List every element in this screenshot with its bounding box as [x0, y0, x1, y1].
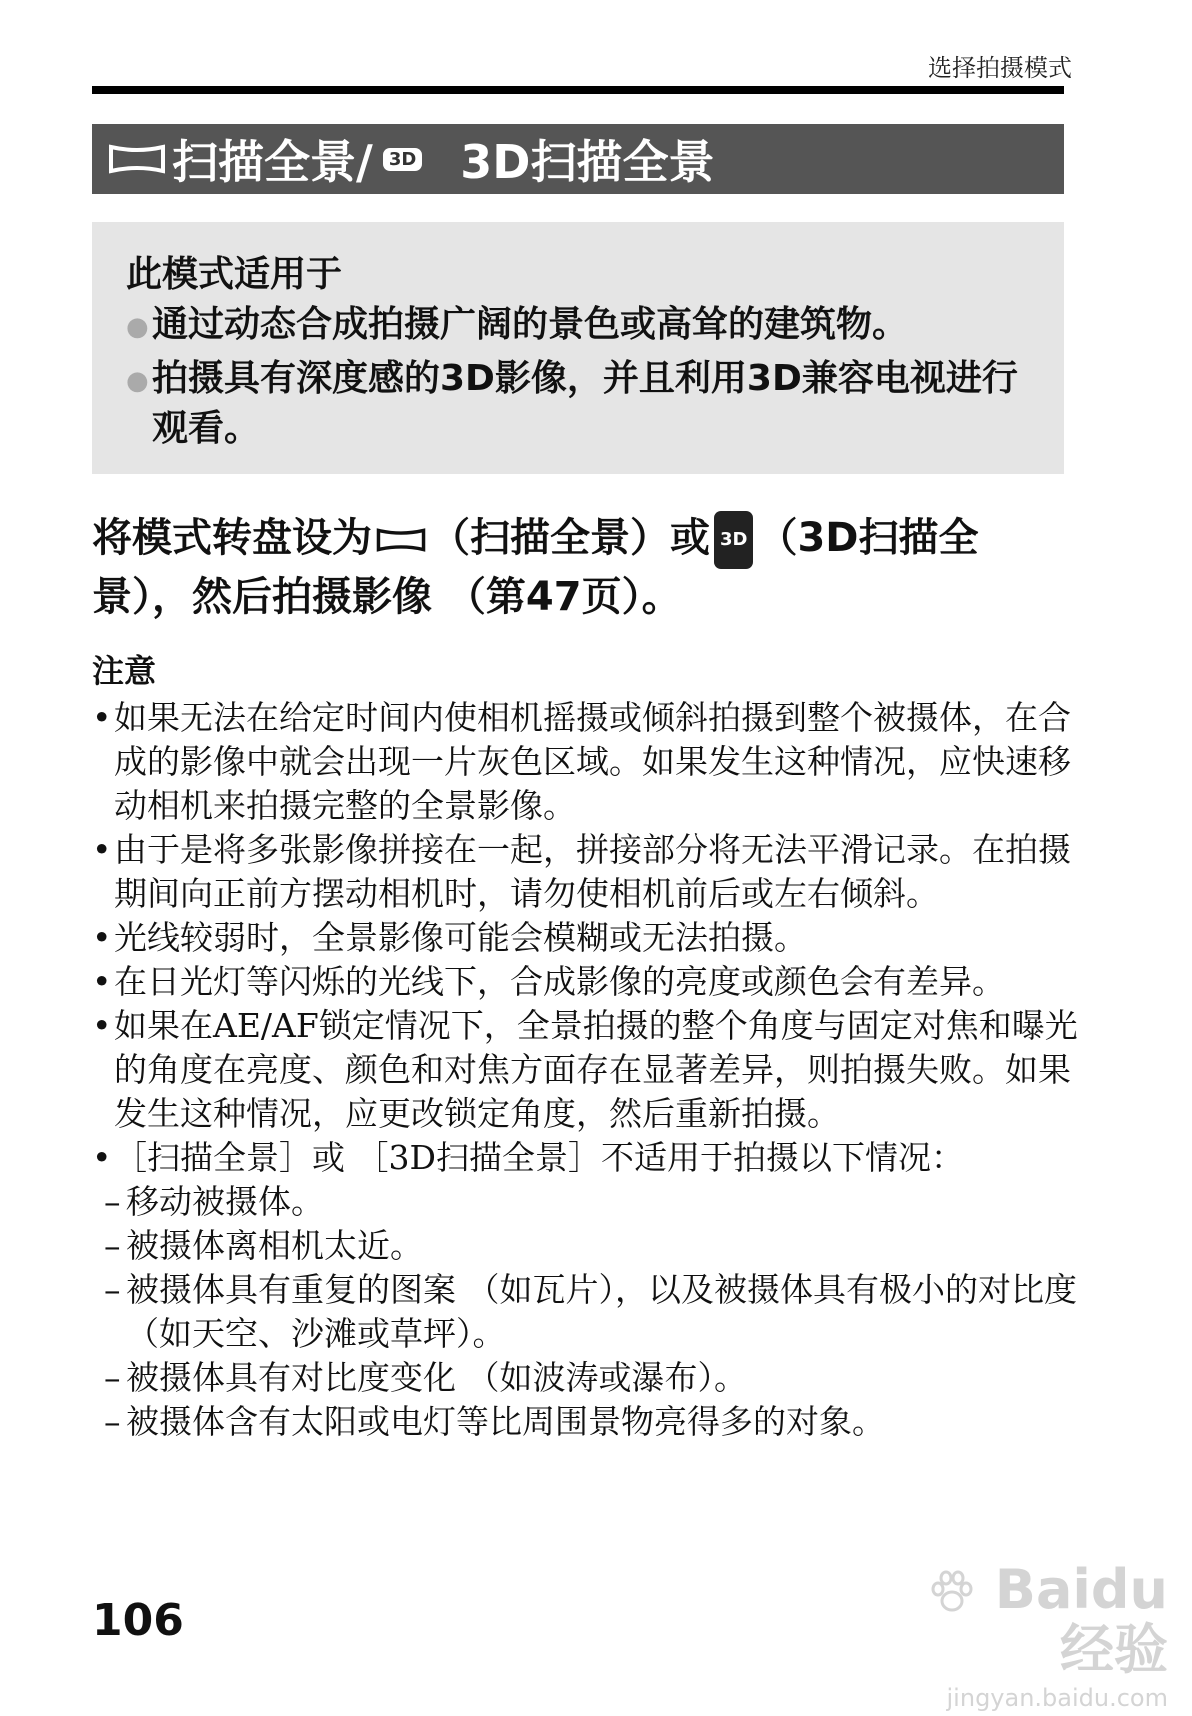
- notes-section: [92, 648, 1082, 1444]
- 3d-sweep-panorama-icon: 3D: [383, 148, 422, 171]
- applicable-heading: 此模式适用于: [126, 254, 343, 295]
- paw-icon: [928, 1569, 976, 1617]
- applicable-item-text: 通过动态合成拍摄广阔的景色或高耸的建筑物。: [152, 304, 909, 345]
- applicable-item: [126, 354, 1040, 454]
- note-sub-text: 被摄体离相机太近。: [126, 1226, 423, 1265]
- bullet-dot-icon: ●: [126, 366, 149, 396]
- note-sub-item: – 移动被摄体。: [92, 1180, 1082, 1224]
- note-text: 在日光灯等闪烁的光线下，合成影像的亮度或颜色会有差异。: [114, 962, 1005, 1001]
- notes-heading: 注意: [92, 652, 157, 690]
- instruction-text-3: （3D扫描全景），然后拍摄影像 （第47页）。: [92, 515, 979, 620]
- note-text: ［扫描全景］或 ［3D扫描全景］不适用于拍摄以下情况：: [114, 1138, 964, 1177]
- sweep-panorama-icon: [374, 527, 428, 553]
- applicable-item-text: 拍摄具有深度感的3D影像，并且利用3D兼容电视进行观看。: [152, 358, 1018, 449]
- note-sub-item: – 被摄体具有对比度变化 （如波涛或瀑布）。: [92, 1356, 1082, 1400]
- section-label: 选择拍摄模式: [928, 54, 1072, 82]
- note-text: 如果在AE/AF锁定情况下，全景拍摄的整个角度与固定对焦和曝光的角度在亮度、颜色和对焦方面存在显著差异，则拍摄失败。如果发生这种情况，应更改锁定角度，然后重新拍摄。: [114, 1006, 1078, 1133]
- note-sub-text: 被摄体具有重复的图案 （如瓦片），以及被摄体具有极小的对比度 （如天空、沙滩或草坪）。: [126, 1270, 1077, 1353]
- instruction-text-1: 将模式转盘设为: [92, 515, 372, 561]
- note-sub-text: 移动被摄体。: [126, 1182, 324, 1221]
- note-item: • 在日光灯等闪烁的光线下，合成影像的亮度或颜色会有差异。: [92, 960, 1082, 1004]
- page-number: 106: [92, 1595, 184, 1646]
- title-3d-sweep-panorama: 3D扫描全景: [460, 135, 715, 189]
- note-item: • 如果无法在给定时间内使相机摇摄或倾斜拍摄到整个被摄体，在合成的影像中就会出现一片灰色区域。如果发生这种情况，应快速移动相机来拍摄完整的全景影像。: [92, 696, 1082, 828]
- note-item: • 光线较弱时，全景影像可能会模糊或无法拍摄。: [92, 916, 1082, 960]
- applicable-scenes-box: [92, 222, 1064, 474]
- sweep-panorama-icon: [108, 144, 166, 174]
- note-sub-item: – 被摄体含有太阳或电灯等比周围景物亮得多的对象。: [92, 1400, 1082, 1444]
- baidu-watermark: [878, 1558, 1168, 1712]
- bullet-dot-icon: ●: [126, 312, 149, 342]
- 3d-sweep-panorama-icon: 3D: [714, 511, 753, 569]
- title-sweep-panorama: 扫描全景/: [172, 135, 373, 189]
- note-text: 如果无法在给定时间内使相机摇摄或倾斜拍摄到整个被摄体，在合成的影像中就会出现一片灰色区域。如果发生这种情况，应快速移动相机来拍摄完整的全景影像。: [114, 698, 1071, 825]
- note-text: 由于是将多张影像拼接在一起，拼接部分将无法平滑记录。在拍摄期间向正前方摆动相机时，请勿使相机前后或左右倾斜。: [114, 830, 1071, 913]
- note-sub-item: – 被摄体离相机太近。: [92, 1224, 1082, 1268]
- watermark-brand: [878, 1560, 1168, 1680]
- instruction-step: [92, 510, 1072, 625]
- header-rule: [92, 86, 1064, 94]
- note-text: 光线较弱时，全景影像可能会模糊或无法拍摄。: [114, 918, 807, 957]
- applicable-item: [126, 300, 1040, 354]
- note-item: • 由于是将多张影像拼接在一起，拼接部分将无法平滑记录。在拍摄期间向正前方摆动相机时，请勿使相机前后或左右倾斜。: [92, 828, 1082, 916]
- section-title-bar: [92, 124, 1064, 194]
- watermark-url: jingyan.baidu.com: [946, 1684, 1168, 1712]
- note-sub-text: 被摄体具有对比度变化 （如波涛或瀑布）。: [126, 1358, 747, 1397]
- watermark-brand-text: Baidu 经验: [994, 1558, 1168, 1681]
- note-item: • 如果在AE/AF锁定情况下，全景拍摄的整个角度与固定对焦和曝光的角度在亮度、颜色和对焦方面存在显著差异，则拍摄失败。如果发生这种情况，应更改锁定角度，然后重新拍摄。: [92, 1004, 1082, 1136]
- instruction-text-2: （扫描全景）或: [430, 515, 710, 561]
- note-item: • ［扫描全景］或 ［3D扫描全景］不适用于拍摄以下情况：: [92, 1136, 1082, 1180]
- note-sub-item: – 被摄体具有重复的图案 （如瓦片），以及被摄体具有极小的对比度 （如天空、沙滩或草坪）。: [92, 1268, 1082, 1356]
- note-sub-text: 被摄体含有太阳或电灯等比周围景物亮得多的对象。: [126, 1402, 885, 1441]
